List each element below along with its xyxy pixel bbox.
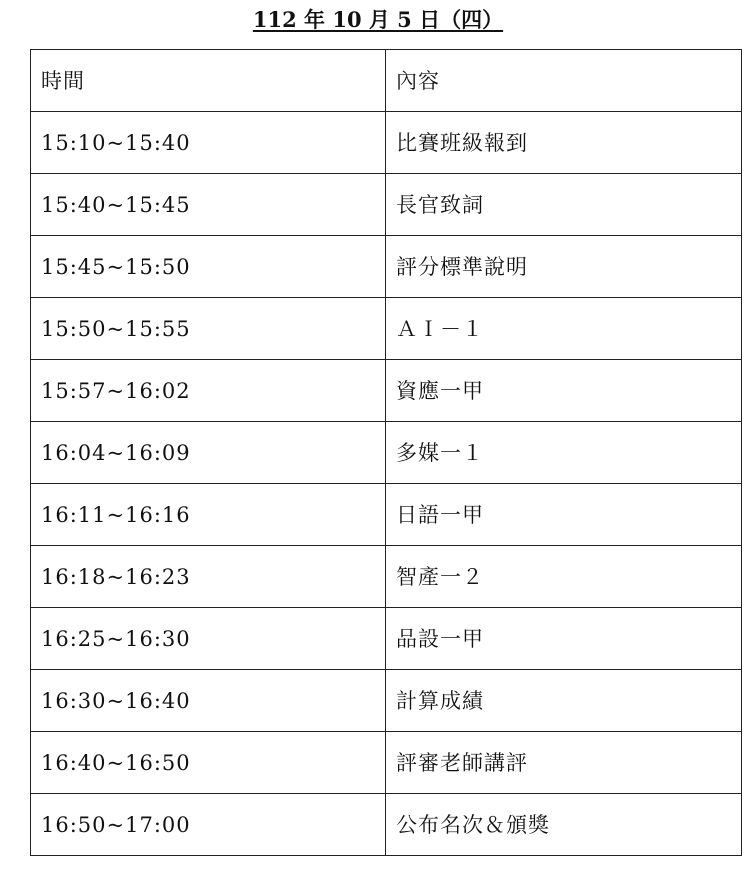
time-cell: 16:30~16:40 xyxy=(31,670,386,732)
table-row xyxy=(31,794,742,856)
table-row xyxy=(31,112,742,174)
content-column-header: 內容 xyxy=(386,50,742,112)
table-row xyxy=(31,484,742,546)
time-cell: 15:57~16:02 xyxy=(31,360,386,422)
content-cell: 評審老師講評 xyxy=(386,732,742,794)
table-row xyxy=(31,422,742,484)
content-cell: ＡＩ－１ xyxy=(386,298,742,360)
content-cell: 資應一甲 xyxy=(386,360,742,422)
time-column-header: 時間 xyxy=(31,50,386,112)
table-row xyxy=(31,360,742,422)
time-cell: 15:45~15:50 xyxy=(31,236,386,298)
time-cell: 15:10~15:40 xyxy=(31,112,386,174)
time-cell: 16:25~16:30 xyxy=(31,608,386,670)
content-cell: 品設一甲 xyxy=(386,608,742,670)
content-cell: 日語一甲 xyxy=(386,484,742,546)
page-title-text: 112 年 10 月 5 日（四） xyxy=(252,7,504,32)
schedule-table-body xyxy=(31,50,742,856)
schedule-table xyxy=(30,49,742,856)
content-cell: 多媒一１ xyxy=(386,422,742,484)
table-row xyxy=(31,546,742,608)
content-cell: 公布名次＆頒獎 xyxy=(386,794,742,856)
time-cell: 15:50~15:55 xyxy=(31,298,386,360)
table-header-row xyxy=(31,50,742,112)
table-row xyxy=(31,608,742,670)
table-row xyxy=(31,732,742,794)
table-row xyxy=(31,298,742,360)
content-cell: 長官致詞 xyxy=(386,174,742,236)
content-cell: 比賽班級報到 xyxy=(386,112,742,174)
content-cell: 評分標準說明 xyxy=(386,236,742,298)
time-cell: 15:40~15:45 xyxy=(31,174,386,236)
time-cell: 16:18~16:23 xyxy=(31,546,386,608)
table-row xyxy=(31,174,742,236)
table-row xyxy=(31,236,742,298)
time-cell: 16:11~16:16 xyxy=(31,484,386,546)
table-row xyxy=(31,670,742,732)
time-cell: 16:50~17:00 xyxy=(31,794,386,856)
time-cell: 16:04~16:09 xyxy=(31,422,386,484)
time-cell: 16:40~16:50 xyxy=(31,732,386,794)
content-cell: 計算成績 xyxy=(386,670,742,732)
page-title xyxy=(0,6,756,34)
content-cell: 智產一２ xyxy=(386,546,742,608)
